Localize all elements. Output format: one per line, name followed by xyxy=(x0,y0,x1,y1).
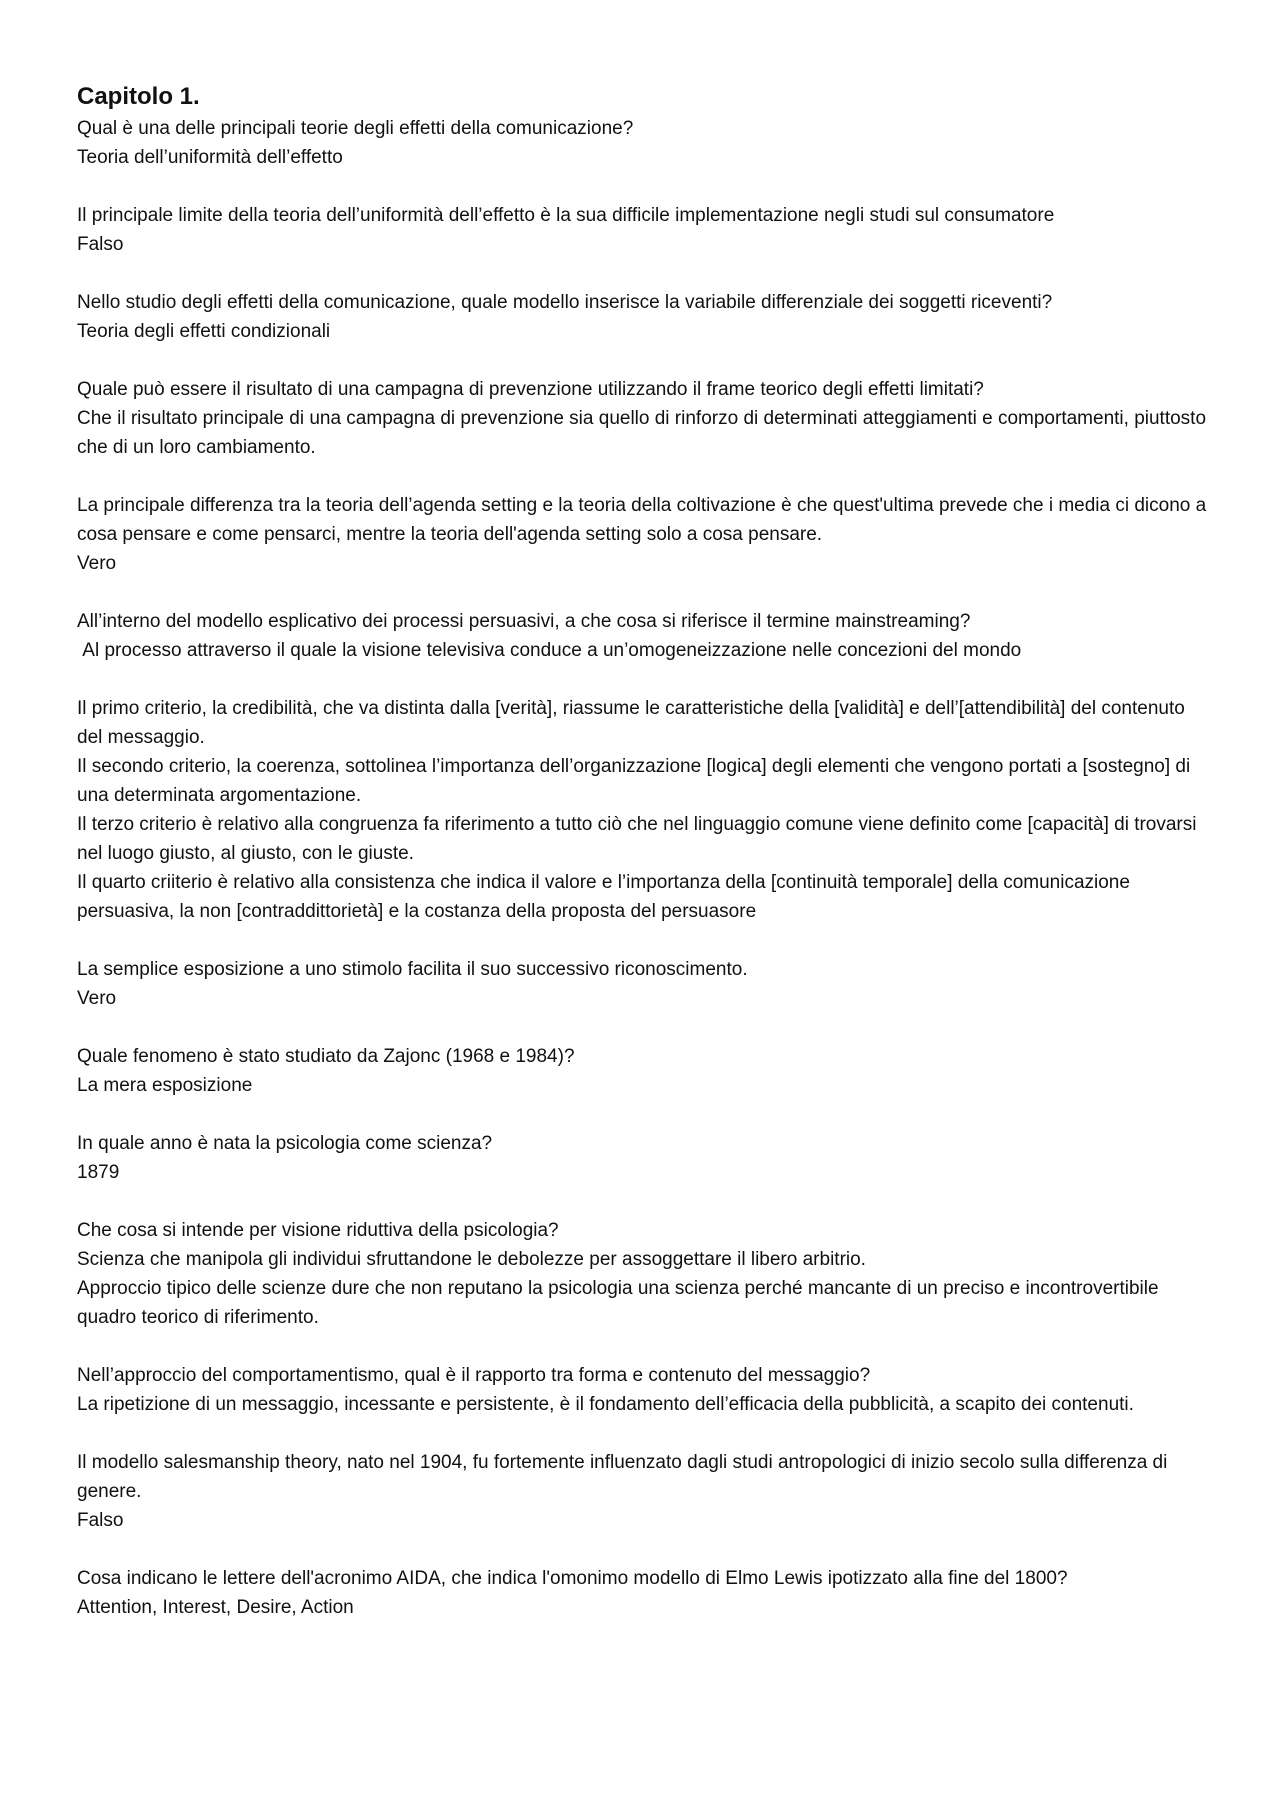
chapter-title: Capitolo 1. xyxy=(77,83,200,110)
document-content xyxy=(77,80,1212,1651)
qa-block xyxy=(77,1216,1207,1332)
qa-block xyxy=(77,607,1207,665)
question-text: La principale differenza tra la teoria dell’agenda setting e la teoria della coltivazione è che quest'ultima prevede che i media ci dicono a cosa pensare e come pensarci, mentre la teoria dell'agenda setting solo a cosa pensare. xyxy=(77,495,1212,545)
answer-text: 1879 xyxy=(77,1162,120,1183)
question-text: Il modello salesmanship theory, nato nel 1904, fu fortemente influenzato dagli studi antropologici di inizio secolo sulla differenza di genere. xyxy=(77,1452,1173,1502)
answer-text: Il quarto criiterio è relativo alla consistenza che indica il valore e l’importanza della [continuità temporale] della comunicazione persuasiva, la non [contraddittorietà] e la costanza della proposta del persuasore xyxy=(77,872,1136,922)
question-text: Nell’approccio del comportamentismo, qual è il rapporto tra forma e contenuto del messaggio? xyxy=(77,1365,871,1386)
answer-text: Il terzo criterio è relativo alla congruenza fa riferimento a tutto ciò che nel linguaggio comune viene definito come [capacità] di trovarsi nel luogo giusto, al giusto, con le giuste. xyxy=(77,814,1202,864)
qa-block xyxy=(77,1448,1207,1535)
answer-text: Attention, Interest, Desire, Action xyxy=(77,1597,354,1618)
answer-text: Al processo attraverso il quale la visione televisiva conduce a un’omogeneizzazione nelle concezioni del mondo xyxy=(77,640,1022,661)
answer-text: Scienza che manipola gli individui sfruttandone le debolezze per assoggettare il libero arbitrio. xyxy=(77,1249,866,1270)
qa-block xyxy=(77,201,1207,259)
qa-block xyxy=(77,694,1207,926)
question-text: Il principale limite della teoria dell’uniformità dell’effetto è la sua difficile implementazione negli studi sul consumatore xyxy=(77,205,1055,226)
answer-text: Che il risultato principale di una campagna di prevenzione sia quello di rinforzo di determinati atteggiamenti e comportamenti, piuttosto che di un loro cambiamento. xyxy=(77,408,1212,458)
answer-text: La ripetizione di un messaggio, incessante e persistente, è il fondamento dell’efficacia della pubblicità, a scapito dei contenuti. xyxy=(77,1394,1134,1415)
question-text: All’interno del modello esplicativo dei processi persuasivi, a che cosa si riferisce il termine mainstreaming? xyxy=(77,611,971,632)
answer-text: Approccio tipico delle scienze dure che non reputano la psicologia una scienza perché mancante di un preciso e incontrovertibile quadro teorico di riferimento. xyxy=(77,1278,1164,1328)
qa-block xyxy=(77,491,1212,578)
qa-block xyxy=(77,1042,1207,1100)
question-text: Cosa indicano le lettere dell'acronimo AIDA, che indica l'omonimo modello di Elmo Lewis ipotizzato alla fine del 1800? xyxy=(77,1568,1068,1589)
question-text: Nello studio degli effetti della comunicazione, quale modello inserisce la variabile differenziale dei soggetti riceventi? xyxy=(77,292,1053,313)
qa-block xyxy=(77,288,1207,346)
qa-list xyxy=(77,114,1212,1622)
answer-text: Il secondo criterio, la coerenza, sottolinea l’importanza dell’organizzazione [logica] degli elementi che vengono portati a [sostegno] di una determinata argomentazione. xyxy=(77,756,1196,806)
qa-block xyxy=(77,1129,1207,1187)
answer-text: La mera esposizione xyxy=(77,1075,253,1096)
answer-text: Falso xyxy=(77,1510,124,1531)
question-text: Il primo criterio, la credibilità, che va distinta dalla [verità], riassume le caratteristiche della [validità] e dell’[attendibilità] del contenuto del messaggio. xyxy=(77,698,1191,748)
question-text: Quale può essere il risultato di una campagna di prevenzione utilizzando il frame teorico degli effetti limitati? xyxy=(77,379,984,400)
question-text: Qual è una delle principali teorie degli effetti della comunicazione? xyxy=(77,118,634,139)
answer-text: Vero xyxy=(77,553,117,574)
question-text: La semplice esposizione a uno stimolo facilita il suo successivo riconoscimento. xyxy=(77,959,748,980)
question-text: In quale anno è nata la psicologia come scienza? xyxy=(77,1133,493,1154)
question-text: Quale fenomeno è stato studiato da Zajonc (1968 e 1984)? xyxy=(77,1046,575,1067)
question-text: Che cosa si intende per visione riduttiva della psicologia? xyxy=(77,1220,559,1241)
answer-text: Teoria dell’uniformità dell’effetto xyxy=(77,147,343,168)
qa-block xyxy=(77,955,1207,1013)
answer-text: Falso xyxy=(77,234,124,255)
qa-block xyxy=(77,114,1207,172)
answer-text: Vero xyxy=(77,988,117,1009)
qa-block xyxy=(77,1361,1207,1419)
answer-text: Teoria degli effetti condizionali xyxy=(77,321,331,342)
qa-block xyxy=(77,1564,1207,1622)
qa-block xyxy=(77,375,1212,462)
